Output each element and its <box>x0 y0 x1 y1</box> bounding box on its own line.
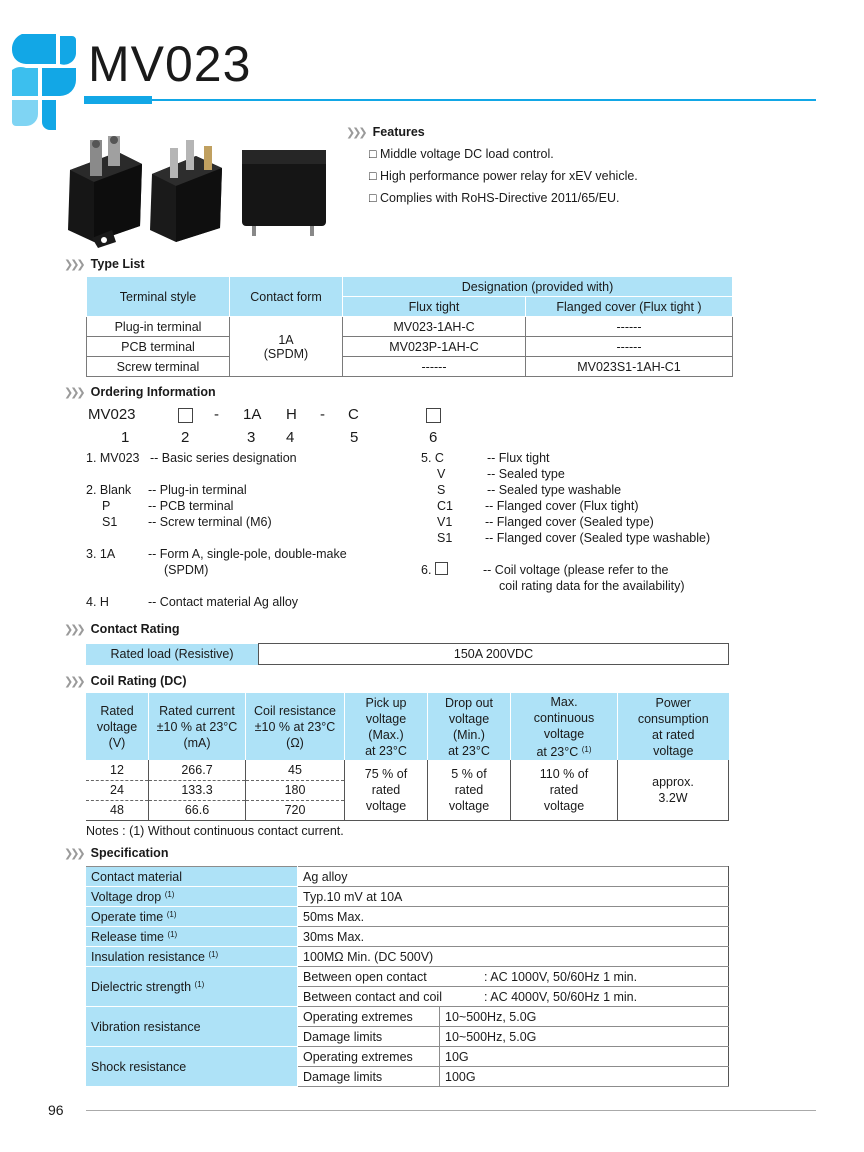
feature-item: □ Complies with RoHS-Directive 2011/65/EU. <box>369 191 620 205</box>
spec-subkey: Damage limits <box>298 1067 440 1087</box>
cell-voltage: 48 <box>86 800 149 820</box>
cell-current: 66.6 <box>149 800 246 820</box>
spec-label: Release time $^{(1)}$ <box>86 927 298 947</box>
th-max-continuous-voltage: Max. continuous voltage at 23°C $^{(1)}$ <box>511 693 618 760</box>
spec-value: 100MΩ Min. (DC 500V) <box>298 947 729 967</box>
legend-desc: -- Basic series designation <box>150 451 297 465</box>
spec-label: Voltage drop $^{(1)}$ <box>86 887 298 907</box>
spec-value: 10~500Hz, 5.0G <box>440 1007 729 1027</box>
legend-key: 6. <box>421 562 448 578</box>
legend-key: 1. MV023 <box>86 451 140 465</box>
spec-subkey: Operating extremes <box>298 1007 440 1027</box>
legend-desc: coil rating data for the availability) <box>499 579 685 593</box>
coil-rating-table <box>86 693 729 821</box>
cell-flanged-cover: ------ <box>526 317 733 337</box>
coil-rating-heading: ❯❯❯ Coil Rating (DC) <box>64 674 187 688</box>
ordering-heading: ❯❯❯ Ordering Information <box>64 385 216 399</box>
legend-key: S1 <box>102 515 118 529</box>
cell-flux-tight: MV023-1AH-C <box>343 317 526 337</box>
legend-desc: -- Plug-in terminal <box>148 483 247 497</box>
legend-key: P <box>102 499 111 513</box>
legend-desc: -- Form A, single-pole, double-make <box>148 547 347 561</box>
chevron-right-icon: ❯❯❯ <box>64 387 83 399</box>
cell-resistance: 45 <box>246 760 345 780</box>
legend-desc: (SPDM) <box>164 563 209 577</box>
cell-resistance: 180 <box>246 780 345 800</box>
spec-label: Contact material <box>86 867 298 887</box>
spec-value: Ag alloy <box>298 867 729 887</box>
type-list-table <box>86 276 733 377</box>
header-accent-bar <box>84 96 152 104</box>
cell-dropout: 5 % of rated voltage <box>428 760 511 820</box>
legend-desc: -- Flanged cover (Flux tight) <box>485 499 639 513</box>
spec-value: 30ms Max. <box>298 927 729 947</box>
cell-terminal-style: Screw terminal <box>87 357 230 377</box>
footer-rule <box>86 1110 816 1111</box>
spec-label: Operate time $^{(1)}$ <box>86 907 298 927</box>
features-heading: ❯❯❯ Features <box>346 125 425 139</box>
cell-resistance: 720 <box>246 800 345 820</box>
spec-value: 10G <box>440 1047 729 1067</box>
legend-key: C1 <box>437 499 453 513</box>
contact-rating-heading: ❯❯❯ Contact Rating <box>64 622 180 636</box>
spec-value: 100G <box>440 1067 729 1087</box>
cell-flanged-cover: MV023S1-1AH-C1 <box>526 357 733 377</box>
legend-desc: -- Flanged cover (Sealed type) <box>485 515 654 529</box>
th-flux-tight: Flux tight <box>343 297 526 317</box>
position-number: 2 <box>181 429 190 446</box>
legend-key: S1 <box>437 531 453 545</box>
coil-note: Notes : (1) Without continuous contact current. <box>86 824 344 838</box>
page-title: MV023 <box>88 36 252 92</box>
product-photos <box>62 130 332 250</box>
legend-desc: -- Contact material Ag alloy <box>148 595 299 609</box>
legend-desc: -- Coil voltage (please refer to the <box>483 563 669 577</box>
legend-key: 2. Blank <box>86 483 132 497</box>
rated-load-value: 150A 200VDC <box>259 644 729 665</box>
legend-key: 5. C <box>421 451 444 465</box>
feature-item: □ High performance power relay for xEV vehicle. <box>369 169 638 183</box>
cell-terminal-style: PCB terminal <box>87 337 230 357</box>
features-list <box>369 143 638 209</box>
chevron-right-icon: ❯❯❯ <box>64 624 83 636</box>
code-cover: C <box>348 406 359 423</box>
spec-value: Between contact and coil : AC 4000V, 50/60Hz 1 min. <box>298 987 729 1007</box>
specification-heading: ❯❯❯ Specification <box>64 846 169 860</box>
ordering-code <box>0 404 864 444</box>
th-coil-resistance: Coil resistance ±10 % at 23°C (Ω) <box>246 693 345 760</box>
brand-logo <box>12 34 76 130</box>
th-dropout-voltage: Drop out voltage (Min.) at 23°C <box>428 693 511 760</box>
cell-voltage: 12 <box>86 760 149 780</box>
legend-key: 3. 1A <box>86 547 116 561</box>
chevron-right-icon: ❯❯❯ <box>346 127 365 139</box>
code-box-terminal <box>178 408 193 426</box>
code-box-voltage <box>426 408 441 426</box>
header-rule <box>88 99 816 101</box>
cell-current: 133.3 <box>149 780 246 800</box>
th-rated-current: Rated current ±10 % at 23°C (mA) <box>149 693 246 760</box>
spec-label: Insulation resistance $^{(1)}$ <box>86 947 298 967</box>
cell-voltage: 24 <box>86 780 149 800</box>
spec-label: Vibration resistance <box>86 1007 298 1047</box>
legend-key: V1 <box>437 515 453 529</box>
position-number: 4 <box>286 429 295 446</box>
chevron-right-icon: ❯❯❯ <box>64 259 83 271</box>
th-designation: Designation (provided with) <box>343 277 733 297</box>
feature-item: □ Middle voltage DC load control. <box>369 147 554 161</box>
code-model: MV023 <box>88 406 136 423</box>
table-row <box>86 760 729 780</box>
page-number: 96 <box>48 1102 64 1118</box>
rated-load-label: Rated load (Resistive) <box>86 644 259 665</box>
position-number: 6 <box>429 429 438 446</box>
code-dash: - <box>214 406 219 423</box>
th-power-consumption: Power consumption at rated voltage <box>618 693 729 760</box>
cell-maxcont: 110 % of rated voltage <box>511 760 618 820</box>
code-dash: - <box>320 406 325 423</box>
spec-value: 50ms Max. <box>298 907 729 927</box>
cell-current: 266.7 <box>149 760 246 780</box>
th-terminal-style: Terminal style <box>87 277 230 317</box>
type-list-heading: ❯❯❯ Type List <box>64 257 145 271</box>
th-flanged-cover: Flanged cover (Flux tight ) <box>526 297 733 317</box>
legend-desc: -- Sealed type washable <box>487 483 622 497</box>
legend-desc: -- PCB terminal <box>148 499 234 513</box>
spec-subkey: Operating extremes <box>298 1047 440 1067</box>
th-pickup-voltage: Pick up voltage (Max.) at 23°C <box>345 693 428 760</box>
cell-flanged-cover: ------ <box>526 337 733 357</box>
legend-desc: -- Flux tight <box>487 451 550 465</box>
cell-flux-tight: ------ <box>343 357 526 377</box>
legend-key: 4. H <box>86 595 109 609</box>
spec-subkey: Damage limits <box>298 1027 440 1047</box>
legend-key: V <box>437 467 446 481</box>
ordering-legend <box>0 450 864 620</box>
spec-value: 10~500Hz, 5.0G <box>440 1027 729 1047</box>
legend-desc: -- Sealed type <box>487 467 565 481</box>
spec-label: Shock resistance <box>86 1047 298 1087</box>
spec-value: Between open contact : AC 1000V, 50/60Hz 1 min. <box>298 967 729 987</box>
position-number: 5 <box>350 429 359 446</box>
legend-desc: -- Screw terminal (M6) <box>148 515 272 529</box>
cell-contact-form: 1A (SPDM) <box>230 317 343 377</box>
chevron-right-icon: ❯❯❯ <box>64 848 83 860</box>
specification-table <box>86 866 729 1087</box>
cell-pickup: 75 % of rated voltage <box>345 760 428 820</box>
legend-desc: -- Flanged cover (Sealed type washable) <box>485 531 711 545</box>
th-contact-form: Contact form <box>230 277 343 317</box>
code-material: H <box>286 406 297 423</box>
contact-rating-table <box>86 643 729 665</box>
spec-label: Dielectric strength $^{(1)}$ <box>86 967 298 1007</box>
cell-terminal-style: Plug-in terminal <box>87 317 230 337</box>
spec-value: Typ.10 mV at 10A <box>298 887 729 907</box>
cell-power: approx. 3.2W <box>618 760 729 820</box>
chevron-right-icon: ❯❯❯ <box>64 676 83 688</box>
cell-flux-tight: MV023P-1AH-C <box>343 337 526 357</box>
position-number: 1 <box>121 429 130 446</box>
th-rated-voltage: Rated voltage (V) <box>86 693 149 760</box>
position-number: 3 <box>247 429 256 446</box>
legend-key: S <box>437 483 446 497</box>
code-contact: 1A <box>243 406 262 423</box>
